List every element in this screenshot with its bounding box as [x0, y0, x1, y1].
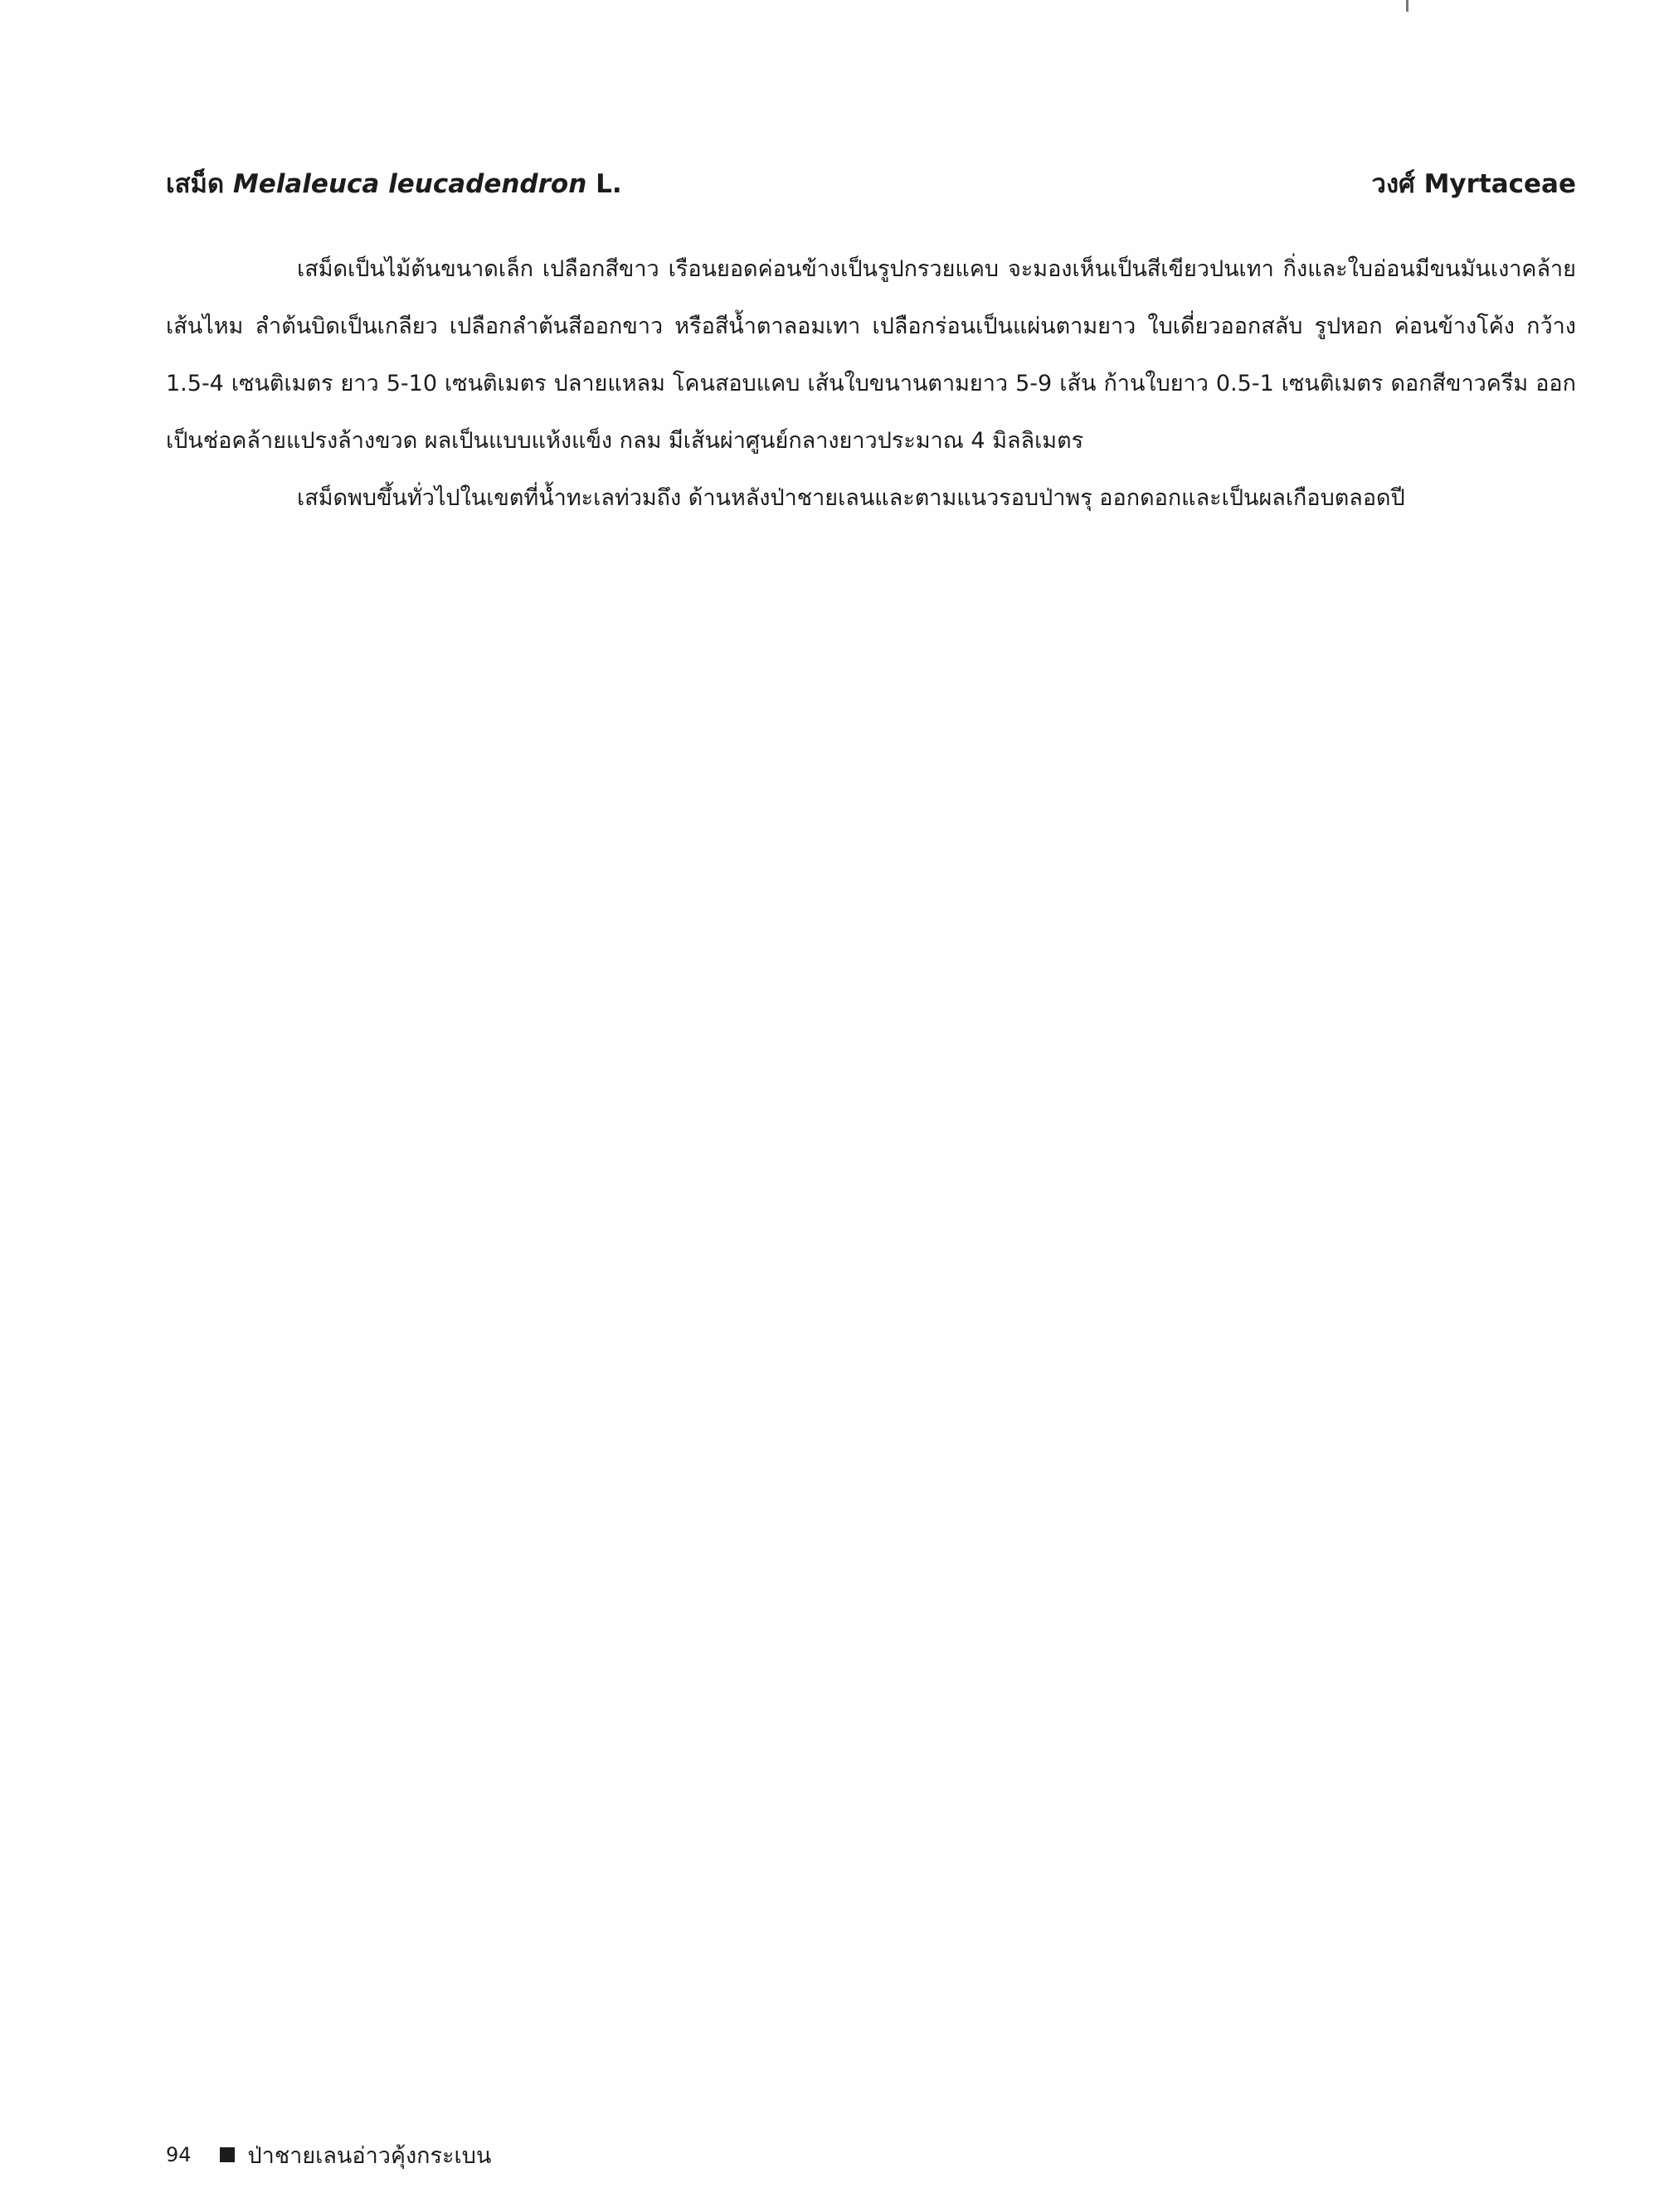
species-name — [166, 163, 622, 204]
common-name: เสม็ด — [166, 169, 225, 199]
author-abbreviation: L. — [596, 169, 622, 199]
species-header — [166, 163, 1576, 212]
page-footer — [166, 2138, 491, 2171]
book-title: ป่าชายเลนอ่าวคุ้งกระเบน — [247, 2142, 492, 2169]
habitat-paragraph: เสม็ดพบขึ้นทั่วไปในเขตที่น้ำทะเลท่วมถึง ด้านหลังป่าชายเลนและตามแนวรอบป่าพรุ ออกดอกและเป็นผลเกือบตลอดปี — [297, 485, 1405, 511]
scientific-name: Melaleuca leucadendron — [232, 169, 587, 199]
square-bullet-icon — [220, 2147, 235, 2162]
family-label: วงศ์ — [1371, 169, 1415, 199]
family — [1372, 163, 1576, 204]
species-description — [166, 241, 1576, 527]
scan-mark — [1406, 0, 1408, 12]
description-paragraph: เสม็ดเป็นไม้ต้นขนาดเล็ก เปลือกสีขาว เรือนยอดค่อนข้างเป็นรูปกรวยแคบ จะมองเห็นเป็นสีเขียวปนเทา กิ่งและใบอ่อนมีขนมันเงาคล้ายเส้นไหม ลำต้นบิดเป็นเกลียว เปลือกลำต้นสีออกขาว หรือสีน้ำตาลอมเทา เปลือกร่อนเป็นแผ่นตามยาว ใบเดี่ยวออกสลับ รูปหอก ค่อนข้างโค้ง กว้าง 1.5-4 เซนติเมตร ยาว 5-10 เซนติเมตร ปลายแหลม โคนสอบแคบ เส้นใบขนานตามยาว 5-9 เส้น ก้านใบยาว 0.5-1 เซนติเมตร ดอกสีขาวครีม ออกเป็นช่อคล้ายแปรงล้างขวด ผลเป็นแบบแห้งแข็ง กลม มีเส้นผ่าศูนย์กลางยาวประมาณ 4 มิลลิเมตร — [166, 256, 1576, 454]
page-number: 94 — [166, 2143, 192, 2166]
family-name: Myrtaceae — [1423, 169, 1576, 199]
